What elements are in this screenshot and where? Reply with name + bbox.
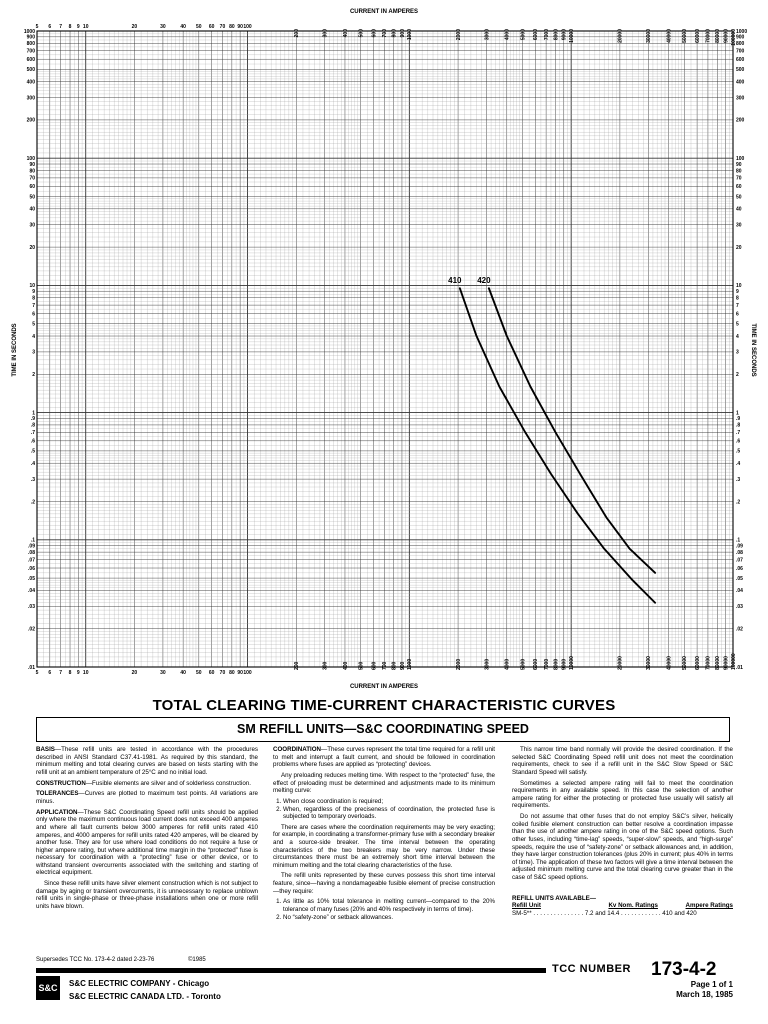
y-tick-label-right: 1	[736, 410, 739, 417]
y-tick-label-right: 2	[736, 372, 739, 379]
x-tick-label-bottom: 9	[76, 670, 80, 676]
company-toronto: S&C ELECTRIC CANADA LTD. - Toronto	[69, 992, 221, 1001]
y-tick-label-left: 3	[32, 349, 35, 356]
refill-table-header	[512, 902, 733, 909]
x-tick-label-top: 6	[48, 24, 52, 30]
construction-text: —Fusible elements are silver and of solderless construction.	[85, 779, 251, 787]
y-tick-label-right: 800	[736, 41, 745, 48]
x-tick-label-bottom: 900	[399, 661, 406, 670]
y-tick-label-right: 600	[736, 57, 745, 64]
y-tick-label-left: .04	[28, 588, 35, 595]
x-tick-label-bottom: 5000	[520, 658, 527, 670]
tolerances-heading: TOLERANCES	[36, 790, 79, 798]
x-tick-label-top: 600	[371, 29, 378, 38]
y-tick-label-left: .02	[28, 626, 35, 633]
y-tick-label-left: 4	[32, 333, 35, 340]
x-tick-label-top: 2000	[455, 29, 462, 41]
sc-logo: S&C	[36, 976, 60, 1000]
x-tick-label-bottom: 20	[131, 670, 138, 676]
y-tick-label-right: 5	[736, 321, 739, 328]
chart-subtitle: SM REFILL UNITS—S&C COORDINATING SPEED	[36, 717, 730, 742]
y-tick-label-right: .2	[736, 499, 741, 506]
x-tick-label-bottom: 1000	[407, 658, 414, 670]
chart-curves	[448, 276, 655, 603]
y-tick-label-right: .02	[736, 626, 743, 633]
y-tick-label-left: .07	[28, 557, 35, 564]
y-tick-label-left: .2	[30, 499, 35, 506]
x-tick-label-top: 5	[35, 24, 39, 30]
application-text-2: Since these refill units have silver element construction which is not subject to damage by aging or transient overcurrents, it is unnecessary to replace unblown refill units in single-phase or three-phase installations when one or more refill units have blown.	[36, 880, 258, 911]
company-chicago: S&C ELECTRIC COMPANY - Chicago	[69, 979, 210, 988]
curve-label-410: 410	[448, 276, 462, 286]
x-tick-label-top: 4000	[504, 29, 511, 41]
y-tick-label-right: 40	[736, 206, 742, 213]
y-axis-title-left: TIME IN SECONDS	[12, 323, 18, 377]
y-tick-label-right: .5	[736, 448, 741, 455]
y-tick-label-left: .7	[30, 430, 35, 437]
x-tick-label-bottom: 90000	[723, 656, 730, 670]
x-tick-label-top: 90	[237, 24, 243, 30]
x-tick-label-top: 60000	[694, 29, 701, 43]
coordination-text: —These curves represent the total time required for a refill unit to melt and interrupt a fault current, and should be followed in coordination problems where fuses are applied as “protecting” devices.	[273, 746, 495, 769]
x-tick-label-top: 70000	[705, 29, 712, 43]
refill-units-table	[512, 895, 733, 917]
y-tick-label-right: 50	[736, 194, 742, 201]
y-tick-label-left: 20	[29, 244, 35, 251]
y-tick-label-right: .06	[736, 565, 743, 572]
y-tick-label-left: 30	[29, 222, 35, 229]
x-tick-label-top: 200	[294, 29, 301, 38]
x-tick-label-bottom: 20000	[617, 656, 624, 670]
y-tick-label-left: .08	[28, 549, 35, 556]
y-tick-label-left: .09	[28, 543, 35, 550]
x-tick-label-bottom: 60000	[694, 656, 701, 670]
y-tick-label-right: 7	[736, 302, 739, 309]
y-tick-label-left: .4	[30, 461, 35, 468]
y-tick-label-left: 7	[32, 302, 35, 309]
x-tick-label-top: 7000	[543, 29, 550, 41]
text-column-1	[36, 746, 258, 914]
y-tick-label-right: 70	[736, 175, 742, 182]
x-tick-label-top: 3000	[484, 29, 491, 41]
y-tick-label-left: .03	[28, 604, 35, 611]
y-tick-label-left: 60	[29, 184, 35, 191]
x-tick-label-top: 400	[342, 29, 349, 38]
y-tick-label-right: .01	[736, 664, 743, 671]
tcc-number: 173-4-2	[651, 959, 717, 980]
y-tick-label-left: 80	[29, 168, 35, 175]
x-tick-label-bottom: 40	[180, 670, 186, 676]
x-tick-label-bottom: 400	[342, 661, 349, 670]
x-tick-label-top: 800	[391, 29, 398, 38]
y-tick-label-left: 90	[29, 161, 35, 168]
x-tick-label-bottom: 30	[160, 670, 166, 676]
x-tick-label-bottom: 10000	[568, 656, 575, 670]
list-item: 1. As little as 10% total tolerance in melting current—compared to the 20% tolerance of many fuses (20% and 40% respectively in terms of time).	[283, 898, 495, 913]
y-tick-label-left: .01	[28, 664, 35, 671]
x-tick-label-top: 7	[59, 24, 63, 30]
x-tick-label-top: 40	[180, 24, 186, 30]
refill-col-ampere: Ampere Ratings	[685, 902, 733, 910]
x-tick-label-bottom: 10	[82, 670, 89, 676]
y-tick-label-left: 200	[26, 117, 35, 124]
y-tick-label-left: 600	[26, 57, 35, 64]
y-tick-label-left: 700	[26, 48, 35, 55]
x-tick-label-top: 40000	[666, 29, 673, 43]
y-tick-label-left: 10	[29, 283, 35, 290]
x-tick-label-bottom: 3000	[484, 658, 491, 670]
y-tick-label-left: 400	[26, 79, 35, 86]
y-tick-label-right: 9	[736, 289, 739, 296]
x-tick-label-top: 6000	[533, 29, 540, 41]
y-tick-label-right: 80	[736, 168, 742, 175]
preload-text: Any preloading reduces melting time. With respect to the “protected” fuse, the effect of preloading must be determined and adjustments made to its minimum melting curve:	[273, 771, 495, 795]
x-tick-label-bottom: 5	[35, 670, 39, 676]
x-tick-label-bottom: 7	[59, 670, 63, 676]
curve-410	[460, 288, 655, 603]
x-tick-label-bottom: 300	[322, 661, 329, 670]
y-tick-label-right: .7	[736, 430, 741, 437]
y-tick-label-right: 10	[736, 283, 742, 290]
x-tick-label-top: 5000	[520, 29, 527, 41]
x-tick-label-top: 20	[131, 24, 138, 30]
x-tick-label-bottom: 6000	[533, 658, 540, 670]
y-tick-label-left: .05	[28, 575, 35, 582]
x-tick-label-bottom: 2000	[455, 658, 462, 670]
y-axis-title-right: TIME IN SECONDS	[750, 323, 756, 377]
supersedes-note: Supersedes TCC No. 173-4-2 dated 2-23-76	[36, 957, 155, 963]
y-tick-label-right: 1000	[736, 28, 748, 35]
y-tick-label-right: 300	[736, 95, 745, 102]
x-tick-label-top: 80	[229, 24, 235, 30]
curve-420	[489, 288, 655, 573]
copyright: ©1985	[188, 957, 206, 963]
refill-col-unit: Refill Unit	[512, 902, 541, 910]
y-tick-label-right: .4	[736, 461, 741, 468]
basis-text: —These refill units are tested in accordance with the procedures described in ANSI Standard C37.41-1981. As required by this standard, the minimum melting and total clearing curves are based on tests starting with the refill unit at an ambient temperature of 25°C and no initial load.	[36, 746, 258, 776]
y-tick-label-left: 800	[26, 41, 35, 48]
y-tick-label-left: 2	[32, 372, 35, 379]
y-tick-label-left: 500	[26, 67, 35, 74]
text-column-2	[273, 746, 495, 924]
y-tick-label-left: 900	[26, 34, 35, 41]
x-tick-label-bottom: 6	[48, 670, 52, 676]
x-tick-label-bottom: 7000	[543, 658, 550, 670]
x-tick-label-bottom: 70000	[705, 656, 712, 670]
x-tick-label-bottom: 50	[196, 670, 202, 676]
donot-text: Do not assume that other fuses that do not employ S&C’s silver, helically coiled fusible element construction can better resolve a coordination impasse than the use of another ampere rating in one of the S&C speed options. Such other fuses, including “time-lag” speeds, “super-slow” speeds, and “high-surge” speeds, require the use of “safety-zone” or setback allowances and, in addition, they have larger construction tolerances (plus 20% in current; plus 40% in terms of time). The application of these two factors will give a time interval between the adjusted minimum melting curve and the total clearing curve greater than in the case of S&C speed options.	[512, 813, 733, 881]
y-tick-label-right: 3	[736, 349, 739, 356]
x-axis-title-bottom: CURRENT IN AMPERES	[349, 684, 419, 690]
x-tick-label-top: 900	[399, 29, 406, 38]
x-tick-label-top: 80000	[715, 29, 722, 43]
x-tick-label-top: 50000	[682, 29, 689, 43]
y-tick-label-left: .8	[30, 422, 35, 429]
construction-heading: CONSTRUCTION	[36, 779, 86, 787]
y-tick-label-left: 5	[32, 321, 35, 328]
x-tick-label-top: 30000	[646, 29, 653, 43]
y-tick-label-left: 50	[29, 194, 35, 201]
text-column-3	[512, 746, 733, 885]
y-tick-label-left: 70	[29, 175, 35, 182]
y-tick-label-left: 1	[32, 410, 35, 417]
x-tick-label-bottom: 9000	[561, 658, 568, 670]
x-tick-label-bottom: 800	[391, 661, 398, 670]
x-tick-label-top: 20000	[617, 29, 624, 43]
footer-rule	[36, 968, 546, 973]
y-tick-label-right: 20	[736, 244, 742, 251]
y-tick-label-right: .09	[736, 543, 743, 550]
x-tick-label-top: 70	[219, 24, 226, 30]
x-tick-label-top: 10000	[568, 29, 575, 43]
y-tick-label-right: .1	[736, 537, 741, 544]
x-tick-label-bottom: 80000	[715, 656, 722, 670]
x-tick-label-bottom: 80	[229, 670, 235, 676]
y-tick-label-right: 100	[736, 156, 745, 162]
page-number: Page 1 of 1	[690, 980, 733, 989]
y-tick-label-right: 6	[736, 311, 739, 318]
x-tick-label-bottom: 50000	[682, 656, 689, 670]
y-tick-label-left: .06	[28, 565, 35, 572]
y-tick-label-left: .1	[30, 537, 35, 544]
y-tick-label-right: 60	[736, 184, 742, 191]
refill-col-kv: Kv Nom. Ratings	[608, 902, 658, 910]
y-tick-label-right: 500	[736, 67, 745, 74]
x-tick-label-bottom: 100	[243, 670, 252, 676]
x-tick-label-top: 9	[76, 24, 80, 30]
cases-text: There are cases where the coordination requirements may be very exacting; for example, in coordinating a transformer-primary fuse with a secondary breaker and a source-side breaker. The time interval between the operating characteristics of the two breakers may be very narrow. Under these circumstances there must be an extremely short time interval between the minimum melting and the total clearing characteristics of the fuse.	[273, 823, 495, 869]
basis-heading: BASIS	[36, 746, 55, 753]
y-tick-label-right: .04	[736, 588, 743, 595]
x-tick-label-bottom: 70	[219, 670, 226, 676]
list-item: 1. When close coordination is required;	[283, 798, 495, 806]
application-text: —These S&C Coordinating Speed refill units should be applied only where the maximum continuous load current does not exceed 400 amperes and where all fault currents below 3000 amperes for refill units rated 410 amperes, and 4000 amperes for refill units rated 420 amperes, will be cleared by another fuse. They are for use where load conditions do not require a fuse or higher ampere rating, but where additional time margin in the “protected” fuse is necessary for coordination with a “protecting” fuse or other device, or to withstand transient overcurrents associated with the switching and starting of electrical equipment.	[36, 808, 258, 877]
x-tick-label-top: 60	[208, 24, 215, 30]
feature-list	[273, 898, 495, 921]
x-axis-title-top: CURRENT IN AMPERES	[349, 9, 419, 15]
x-tick-label-bottom: 90	[237, 670, 243, 676]
y-tick-label-left: 40	[29, 206, 35, 213]
y-tick-label-left: 6	[32, 311, 35, 318]
x-tick-label-bottom: 100000	[730, 653, 737, 670]
x-tick-label-top: 10	[82, 24, 89, 30]
tolerances-text: —Curves are plotted to maximum test points. All variations are minus.	[36, 790, 258, 805]
y-tick-label-right: 200	[736, 117, 745, 124]
y-tick-label-right: .03	[736, 604, 743, 611]
x-tick-label-bottom: 600	[371, 661, 378, 670]
preload-list	[273, 798, 495, 821]
narrow-text: This narrow time band normally will provide the desired coordination. If the selected S&C Coordinating Speed refill unit does not meet the coordination requirements, check to see if a refill unit in the S&C Slow Speed or S&C Standard Speed will satisfy.	[512, 746, 733, 776]
x-tick-label-top: 8000	[553, 29, 560, 41]
y-tick-label-right: .8	[736, 422, 741, 429]
x-tick-label-bottom: 8000	[553, 658, 560, 670]
application-heading: APPLICATION	[36, 808, 78, 816]
curve-label-420: 420	[477, 276, 491, 286]
x-tick-label-top: 1000	[407, 29, 414, 41]
x-tick-label-top: 9000	[561, 29, 568, 41]
x-tick-label-bottom: 8	[68, 670, 72, 676]
x-tick-label-bottom: 200	[294, 661, 301, 670]
coordination-heading: COORDINATION	[273, 746, 322, 753]
y-tick-label-right: 900	[736, 34, 745, 41]
y-tick-label-right: .9	[736, 416, 741, 423]
x-tick-label-bottom: 30000	[646, 656, 653, 670]
x-tick-label-top: 8	[68, 24, 72, 30]
y-tick-label-left: 100	[26, 156, 35, 162]
tcc-number-label: TCC NUMBER	[552, 963, 631, 975]
y-tick-label-right: 700	[736, 48, 745, 55]
refill-table-row: SM-5** . . . . . . . . . . . . . . . 7.2 and 14.4 . . . . . . . . . . . . 410 and 420	[512, 909, 697, 917]
y-tick-label-left: 1000	[23, 28, 35, 35]
list-item: 2. When, regardless of the preciseness of coordination, the protected fuse is subjected to temporary overloads.	[283, 806, 495, 821]
x-tick-label-top: 50	[196, 24, 202, 30]
y-tick-label-right: .6	[736, 438, 741, 445]
x-tick-label-top: 700	[382, 29, 389, 38]
y-tick-label-right: 8	[736, 295, 739, 302]
x-tick-label-bottom: 40000	[666, 656, 673, 670]
y-tick-label-right: 4	[736, 333, 739, 340]
y-tick-label-right: 90	[736, 161, 742, 168]
feature-text: The refill units represented by these curves possess this short time interval feature, since—having a nondamageable fusible element of precise construction—they require:	[273, 872, 495, 895]
x-tick-label-top: 100000	[730, 29, 737, 46]
y-tick-label-left: 9	[32, 289, 35, 296]
y-tick-label-right: .07	[736, 557, 743, 564]
chart-title: TOTAL CLEARING TIME-CURRENT CHARACTERISTIC CURVES	[152, 697, 616, 714]
y-tick-label-left: .9	[30, 416, 35, 423]
x-tick-label-top: 500	[358, 29, 365, 38]
x-tick-label-bottom: 4000	[504, 658, 511, 670]
refill-table-title: REFILL UNITS AVAILABLE—	[512, 895, 596, 902]
y-tick-label-right: .08	[736, 549, 743, 556]
y-tick-label-right: .3	[736, 476, 741, 483]
y-tick-label-right: 400	[736, 79, 745, 86]
document-date: March 18, 1985	[676, 990, 733, 999]
x-tick-label-top: 300	[322, 29, 329, 38]
y-tick-label-left: .6	[30, 438, 35, 445]
y-tick-label-left: 8	[32, 295, 35, 302]
x-tick-label-top: 90000	[723, 29, 730, 43]
x-tick-label-bottom: 60	[208, 670, 215, 676]
list-item: 2. No “safety-zone” or setback allowances.	[283, 914, 495, 922]
sometimes-text: Sometimes a selected ampere rating will fail to meet the coordination requirements in any available speed. In this case the selection of another ampere rating for either the protecting or protected fuse usually will satisfy all requirements.	[512, 779, 733, 810]
y-tick-label-right: 30	[736, 222, 742, 229]
y-tick-label-right: .05	[736, 575, 743, 582]
x-tick-label-top: 30	[160, 24, 166, 30]
y-tick-label-left: .5	[30, 448, 35, 455]
y-tick-label-left: .3	[30, 476, 35, 483]
y-tick-label-left: 300	[26, 95, 35, 102]
x-tick-label-top: 100	[243, 24, 252, 30]
x-tick-label-bottom: 500	[358, 661, 365, 670]
chart-grid	[37, 31, 733, 667]
plot-frame	[37, 31, 733, 667]
x-tick-label-bottom: 700	[382, 661, 389, 670]
